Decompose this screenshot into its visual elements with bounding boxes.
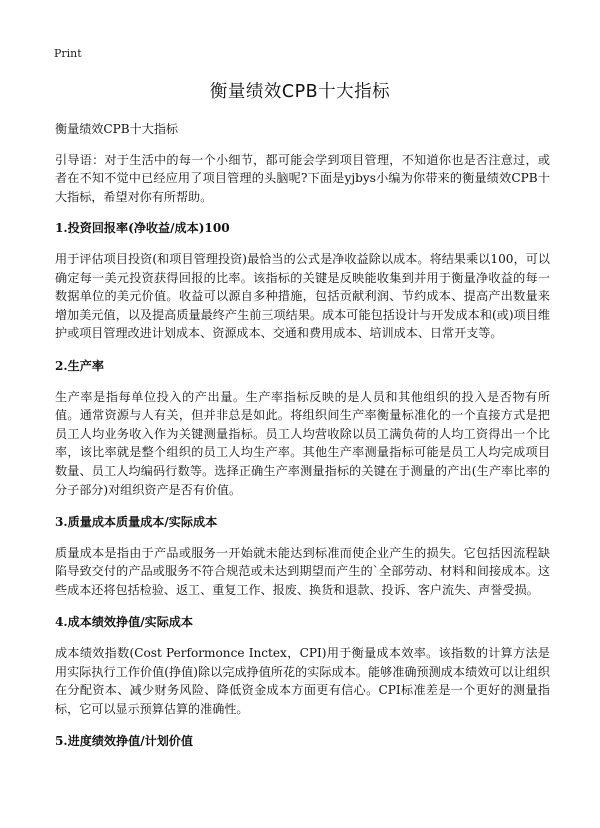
section-4-heading: 4.成本绩效挣值/实际成本 (55, 615, 193, 630)
section-2-body: 生产率是指每单位投入的产出量。生产率指标反映的是人员和其他组织的投入是否物有所值。通常资源与人有关，但并非总是如此。将组织间生产率衡量标准化的一个直接方式是把员工人均业务收入作为关键测量指标。员工人均营收除以员工满负荷的人均工资得出一个比率，该比率就是整个组织的员工人均生产率。其他生产率测量指标可能是员工人均完成项目数量、员工人均编码行数等。选择正确生产率测量指标的关键在于测量的产出(生产率比率的分子部分)对组织资产是否有价值。 (55, 389, 550, 497)
section-5-heading: 5.进度绩效挣值/计划价值 (55, 734, 193, 749)
print-label: Print (54, 47, 82, 60)
intro-paragraph: 引导语：对于生活中的每一个小细节，都可能会学到项目管理，不知道你也是否注意过，或者在不知不觉中已经应用了项目管理的头脑呢?下面是yjbys小编为你带来的衡量绩效CPB十大指标，希望对你有所帮助。 (55, 152, 550, 204)
section-1-body: 用于评估项目投资(和项目管理投资)最恰当的公式是净收益除以成本。将结果乘以100，可以确定每一美元投资获得回报的比率。该指标的关键是反映能收集到并用于衡量净收益的每一数据单位的美元价值。收益可以源自多种措施，包括贡献利润、节约成本、提高产出数量来增加美元值，以及提高质量最终产生前三项结果。成本可能包括设计与开发成本和(或)项目维护或项目管理改进计划成本、资源成本、交通和费用成本、培训成本、日常开支等。 (55, 251, 550, 341)
section-2-heading: 2.生产率 (55, 358, 104, 373)
document-content (55, 120, 550, 763)
document-title: 衡量绩效CPB十大指标 (209, 82, 391, 102)
document-subtitle: 衡量绩效CPB十大指标 (55, 122, 179, 136)
section-3-body: 质量成本是指由于产品或服务一开始就未能达到标准而使企业产生的损失。它包括因流程缺陷导致交付的产品或服务不符合规范或未达到期望而产生的`全部劳动、材料和间接成本。这些成本还将包括检验、返工、重复工作、报废、换货和退款、投诉、客户流失、声誉受损。 (55, 545, 550, 597)
section-4-body: 成本绩效指数(Cost Performonce Inctex，CPI)用于衡量成本效率。该指数的计算方法是用实际执行工作价值(挣值)除以完成挣值所花的实际成本。能够准确预测成本绩效可以让组织在分配资本、减少财务风险、降低资金成本方面更有信心。CPI标准差是一个更好的测量指标，它可以显示预算估算的准确性。 (55, 646, 550, 716)
section-1-heading: 1.投资回报率(净收益/成本)100 (55, 221, 230, 236)
section-3-heading: 3.质量成本质量成本/实际成本 (55, 515, 218, 530)
